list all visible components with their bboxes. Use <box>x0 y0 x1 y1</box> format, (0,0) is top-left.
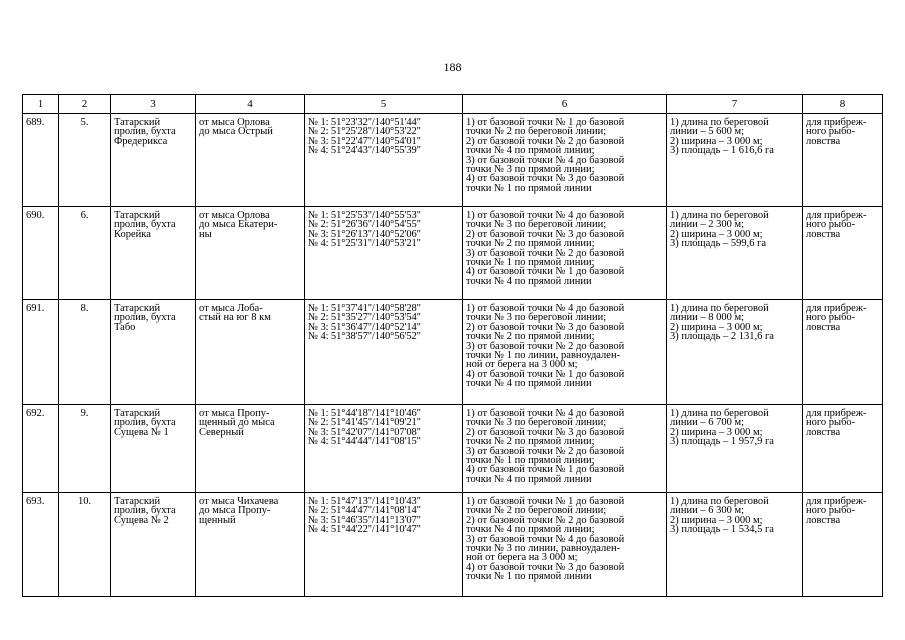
description-cell-line: точки № 3 по береговой линии; <box>466 219 607 231</box>
row-number: 689. <box>23 114 59 207</box>
description-cell-line: 4) от базовой точки № 1 до базовой <box>466 464 625 476</box>
location-cell-line: пролив, бухта <box>114 312 176 324</box>
location-cell-line: пролив, бухта <box>114 505 176 517</box>
description-cell-line: 3) от базовой точки № 2 до базовой <box>466 340 625 352</box>
purpose-cell-line: для прибреж- <box>806 117 867 128</box>
boundary-cell <box>196 300 305 405</box>
coordinates-cell-line: № 2: 51°41'45"/141°09'21" <box>308 417 421 429</box>
dimensions-cell-line: 2) ширина – 3 000 м; <box>670 321 763 333</box>
coordinates-cell <box>305 405 463 493</box>
location-cell-line: Татарский <box>114 303 161 314</box>
coordinates-cell-line: № 2: 51°26'36"/140°54'55" <box>308 219 421 231</box>
column-header: 6 <box>463 95 667 114</box>
description-cell-line: точки № 2 по прямой линии; <box>466 436 595 448</box>
dimensions-cell-line: 1) длина по береговой <box>670 303 769 314</box>
dimensions-cell-line: линии – 6 300 м; <box>670 505 745 517</box>
coordinates-cell-line: № 1: 51°37'41"/140°58'28" <box>308 303 421 314</box>
location-cell-line: пролив, бухта <box>114 219 176 231</box>
location-cell-line: Татарский <box>114 496 161 507</box>
description-cell-line: точки № 3 по прямой линии; <box>466 164 595 176</box>
description-cell-line: 2) от базовой точки № 2 до базовой <box>466 135 625 147</box>
description-cell <box>463 493 667 597</box>
coordinates-cell <box>305 493 463 597</box>
coordinates-cell <box>305 300 463 405</box>
coordinates-cell-line: № 3: 51°26'13"/140°52'06" <box>308 228 421 240</box>
dimensions-cell-line: 3) площадь – 599,6 га <box>670 238 767 250</box>
description-cell-line: 2) от базовой точки № 3 до базовой <box>466 228 625 240</box>
boundary-cell-line: Северный <box>199 426 244 438</box>
coordinates-cell-line: № 4: 51°24'43"/140°55'39" <box>308 145 421 157</box>
boundary-cell <box>196 114 305 207</box>
dimensions-cell-line: 2) ширина – 3 000 м; <box>670 228 763 240</box>
description-cell-line: 4) от базовой точки № 3 до базовой <box>466 173 625 185</box>
description-cell-line: точки № 1 по прямой линии <box>466 571 592 583</box>
column-header: 1 <box>23 95 59 114</box>
coordinates-cell-line: № 2: 51°25'28"/140°53'22" <box>308 126 421 138</box>
dimensions-cell <box>667 300 803 405</box>
description-cell <box>463 114 667 207</box>
boundary-cell-line: от мыса Орлова <box>199 117 270 128</box>
dimensions-cell-line: 3) площадь – 1 534,5 га <box>670 524 774 536</box>
purpose-cell <box>803 405 883 493</box>
description-cell-line: 1) от базовой точки № 4 до базовой <box>466 303 625 314</box>
purpose-cell-line: ного рыбо- <box>806 219 856 231</box>
description-cell-line: 4) от базовой точки № 3 до базовой <box>466 561 625 573</box>
description-cell-line: точки № 2 по береговой линии; <box>466 126 607 138</box>
boundary-cell-line: от мыса Орлова <box>199 210 270 221</box>
page-number: 188 <box>443 60 462 74</box>
purpose-cell-line: ного рыбо- <box>806 505 856 517</box>
purpose-cell-line: для прибреж- <box>806 210 867 221</box>
coordinates-cell-line: № 1: 51°23'32"/140°51'44" <box>308 117 421 128</box>
description-cell-line: точки № 3 по береговой линии; <box>466 312 607 324</box>
boundary-cell-line: от мыса Лоба- <box>199 303 263 314</box>
boundary-cell-line: щенный до мыса <box>199 417 275 429</box>
description-cell-line: точки № 1 по прямой линии; <box>466 257 595 269</box>
location-cell-line: Табо <box>114 321 136 333</box>
purpose-cell <box>803 493 883 597</box>
dimensions-cell <box>667 493 803 597</box>
description-cell-line: точки № 2 по прямой линии; <box>466 238 595 250</box>
row-subnumber: 10. <box>59 493 111 597</box>
description-cell-line: 3) от базовой точки № 2 до базовой <box>466 445 625 457</box>
location-cell-line: пролив, бухта <box>114 126 176 138</box>
dimensions-cell-line: 1) длина по береговой <box>670 117 769 128</box>
fishing-areas-table <box>22 94 883 597</box>
column-header: 5 <box>305 95 463 114</box>
dimensions-cell-line: 2) ширина – 3 000 м; <box>670 514 763 526</box>
description-cell-line: 1) от базовой точки № 4 до базовой <box>466 408 625 419</box>
description-cell-line: 2) от базовой точки № 3 до базовой <box>466 321 625 333</box>
table-row <box>23 207 883 300</box>
dimensions-cell <box>667 114 803 207</box>
description-cell-line: ной от берега на 3 000 м; <box>466 552 578 564</box>
description-cell-line: точки № 1 по линии, равноудален- <box>466 350 621 362</box>
description-cell-line: 1) от базовой точки № 4 до базовой <box>466 210 625 221</box>
description-cell <box>463 300 667 405</box>
location-cell <box>111 493 196 597</box>
location-cell-line: Корейка <box>114 228 151 240</box>
coordinates-cell-line: № 4: 51°25'31"/140°53'21" <box>308 238 421 250</box>
dimensions-cell-line: 1) длина по береговой <box>670 210 769 221</box>
purpose-cell-line: для прибреж- <box>806 496 867 507</box>
description-cell-line: точки № 3 по береговой линии; <box>466 417 607 429</box>
purpose-cell-line: ловства <box>806 228 841 240</box>
column-header: 2 <box>59 95 111 114</box>
column-header: 8 <box>803 95 883 114</box>
description-cell-line: точки № 3 по линии, равноудален- <box>466 543 621 555</box>
description-cell-line: точки № 4 по прямой линии <box>466 473 592 485</box>
boundary-cell-line: стый на юг 8 км <box>199 312 271 324</box>
description-cell-line: 2) от базовой точки № 2 до базовой <box>466 514 625 526</box>
description-cell-line: 4) от базовой точки № 1 до базовой <box>466 368 625 380</box>
boundary-cell-line: ны <box>199 228 212 240</box>
table-header-row <box>23 95 883 114</box>
location-cell-line: Татарский <box>114 210 161 221</box>
description-cell-line: 1) от базовой точки № 1 до базовой <box>466 496 625 507</box>
coordinates-cell <box>305 114 463 207</box>
coordinates-cell-line: № 2: 51°44'47"/141°08'14" <box>308 505 421 517</box>
row-subnumber: 5. <box>59 114 111 207</box>
dimensions-cell-line: линии – 6 700 м; <box>670 417 745 429</box>
boundary-cell-line: от мыса Пропу- <box>199 408 270 419</box>
table-row <box>23 114 883 207</box>
description-cell-line: 3) от базовой точки № 4 до базовой <box>466 533 625 545</box>
description-cell-line: ной от берега на 3 000 м; <box>466 359 578 371</box>
coordinates-cell-line: № 1: 51°44'18"/141°10'46" <box>308 408 421 419</box>
row-subnumber: 9. <box>59 405 111 493</box>
row-subnumber: 6. <box>59 207 111 300</box>
column-header: 4 <box>196 95 305 114</box>
coordinates-cell <box>305 207 463 300</box>
purpose-cell-line: для прибреж- <box>806 303 867 314</box>
description-cell <box>463 207 667 300</box>
coordinates-cell-line: № 1: 51°47'13"/141°10'43" <box>308 496 421 507</box>
description-cell-line: точки № 4 по прямой линии <box>466 275 592 287</box>
coordinates-cell-line: № 1: 51°25'53"/140°55'53" <box>308 210 421 221</box>
description-cell-line: точки № 4 по прямой линии; <box>466 524 595 536</box>
description-cell-line: 3) от базовой точки № 4 до базовой <box>466 154 625 166</box>
dimensions-cell-line: 3) площадь – 1 616,6 га <box>670 145 774 157</box>
boundary-cell-line: щенный <box>199 514 236 526</box>
coordinates-cell-line: № 3: 51°36'47"/140°52'14" <box>308 321 421 333</box>
location-cell-line: Сущева № 2 <box>114 514 169 526</box>
purpose-cell-line: ного рыбо- <box>806 417 856 429</box>
purpose-cell-line: ловства <box>806 135 841 147</box>
description-cell-line: точки № 1 по прямой линии; <box>466 455 595 467</box>
description-cell-line: 3) от базовой точки № 2 до базовой <box>466 247 625 259</box>
purpose-cell-line: ловства <box>806 321 841 333</box>
boundary-cell-line: от мыса Чихачева <box>199 496 279 507</box>
row-number: 690. <box>23 207 59 300</box>
location-cell-line: Татарский <box>114 408 161 419</box>
coordinates-cell-line: № 3: 51°46'35"/141°13'07" <box>308 514 421 526</box>
description-cell-line: точки № 4 по прямой линии; <box>466 145 595 157</box>
location-cell <box>111 300 196 405</box>
location-cell-line: Татарский <box>114 117 161 128</box>
purpose-cell-line: ного рыбо- <box>806 312 856 324</box>
purpose-cell-line: для прибреж- <box>806 408 867 419</box>
description-cell-line: точки № 2 по береговой линии; <box>466 505 607 517</box>
purpose-cell-line: ного рыбо- <box>806 126 856 138</box>
location-cell-line: пролив, бухта <box>114 417 176 429</box>
row-number: 691. <box>23 300 59 405</box>
location-cell <box>111 207 196 300</box>
dimensions-cell-line: линии – 8 000 м; <box>670 312 745 324</box>
boundary-cell <box>196 405 305 493</box>
dimensions-cell <box>667 207 803 300</box>
coordinates-cell-line: № 3: 51°42'07"/141°07'08" <box>308 426 421 438</box>
row-number: 692. <box>23 405 59 493</box>
table-row <box>23 300 883 405</box>
coordinates-cell-line: № 4: 51°44'44"/141°08'15" <box>308 436 421 448</box>
description-cell <box>463 405 667 493</box>
coordinates-cell-line: № 3: 51°22'47"/140°54'01" <box>308 135 421 147</box>
description-cell-line: точки № 4 по прямой линии <box>466 378 592 390</box>
dimensions-cell-line: 1) длина по береговой <box>670 408 769 419</box>
boundary-cell-line: до мыса Пропу- <box>199 505 271 517</box>
location-cell <box>111 114 196 207</box>
location-cell-line: Фредерикса <box>114 135 168 147</box>
boundary-cell-line: до мыса Острый <box>199 126 273 138</box>
description-cell-line: точки № 1 по прямой линии <box>466 182 592 194</box>
column-header: 3 <box>111 95 196 114</box>
dimensions-cell <box>667 405 803 493</box>
description-cell-line: 4) от базовой точки № 1 до базовой <box>466 266 625 278</box>
dimensions-cell-line: 1) длина по береговой <box>670 496 769 507</box>
purpose-cell <box>803 207 883 300</box>
dimensions-cell-line: 2) ширина – 3 000 м; <box>670 135 763 147</box>
coordinates-cell-line: № 2: 51°35'27"/140°53'54" <box>308 312 421 324</box>
row-number: 693. <box>23 493 59 597</box>
column-header: 7 <box>667 95 803 114</box>
dimensions-cell-line: линии – 2 300 м; <box>670 219 745 231</box>
dimensions-cell-line: 3) площадь – 1 957,9 га <box>670 436 774 448</box>
boundary-cell <box>196 493 305 597</box>
description-cell-line: 1) от базовой точки № 1 до базовой <box>466 117 625 128</box>
coordinates-cell-line: № 4: 51°38'57"/140°56'52" <box>308 331 421 343</box>
dimensions-cell-line: 3) площадь – 2 131,6 га <box>670 331 774 343</box>
description-cell-line: точки № 2 по прямой линии; <box>466 331 595 343</box>
purpose-cell-line: ловства <box>806 426 841 438</box>
boundary-cell <box>196 207 305 300</box>
boundary-cell-line: до мыса Екатери- <box>199 219 278 231</box>
purpose-cell <box>803 114 883 207</box>
table-row <box>23 405 883 493</box>
purpose-cell <box>803 300 883 405</box>
location-cell-line: Сущева № 1 <box>114 426 169 438</box>
dimensions-cell-line: 2) ширина – 3 000 м; <box>670 426 763 438</box>
description-cell-line: 2) от базовой точки № 3 до базовой <box>466 426 625 438</box>
row-subnumber: 8. <box>59 300 111 405</box>
location-cell <box>111 405 196 493</box>
purpose-cell-line: ловства <box>806 514 841 526</box>
dimensions-cell-line: линии – 5 600 м; <box>670 126 745 138</box>
coordinates-cell-line: № 4: 51°44'22"/141°10'47" <box>308 524 421 536</box>
table-row <box>23 493 883 597</box>
